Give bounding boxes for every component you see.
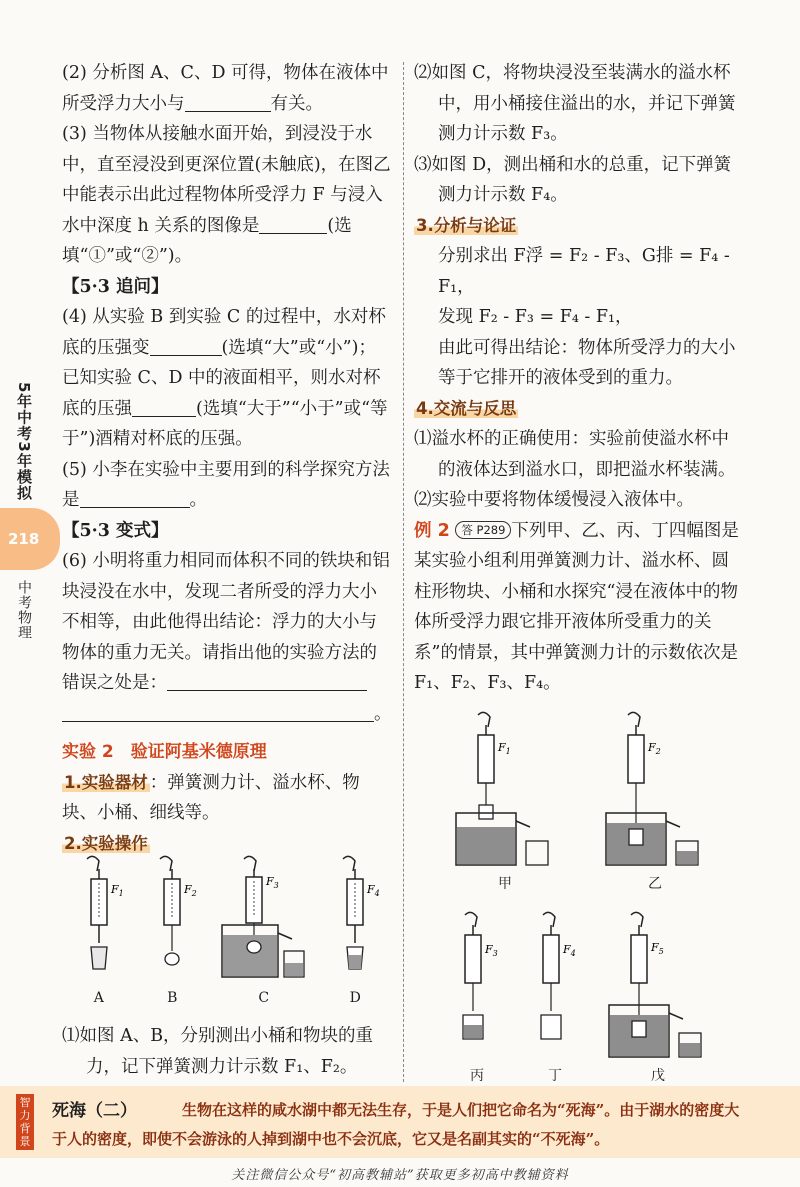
- spring-scale-d-diagram: [325, 855, 385, 983]
- book-title-vertical: 5年中考3年模拟: [15, 382, 33, 501]
- answer-blank-q6a[interactable]: [167, 672, 367, 691]
- figure-bing-diagram: [447, 911, 507, 1061]
- reflection-1: ⑴溢水杯的正确使用：实验前使溢水杯中的液体达到溢水口，即把溢水杯装满。: [414, 429, 736, 480]
- figure-bing: [447, 911, 507, 1092]
- subject-vertical: 中考物理: [16, 580, 32, 640]
- spring-scale-b-diagram: [142, 855, 202, 983]
- experiment-2-title: 实验 2 验证阿基米德原理: [62, 742, 267, 762]
- figure-c: [216, 855, 312, 1014]
- page-number: 218: [8, 530, 40, 548]
- figure-label-bing: 丙: [470, 1068, 484, 1084]
- force-label-yi: $F_2$: [648, 740, 661, 756]
- footer-title: 死海（二）: [52, 1101, 137, 1121]
- question-6: (6) 小明将重力相同而体积不同的铁块和铝块浸没在水中，发现二者所受的浮力大小不相等，由此他得出结论：浮力的大小与物体的重力无关。请指出他的实验方法的错误之处是： 。: [62, 551, 392, 724]
- answer-blank-q4b[interactable]: [132, 397, 196, 416]
- figure-label-c: C: [258, 989, 270, 1006]
- answer-blank-q3[interactable]: [259, 214, 327, 233]
- footer-tag: 智力背景: [16, 1094, 34, 1150]
- figure-jia: [450, 711, 560, 900]
- figure-label-b: B: [167, 989, 178, 1006]
- step-2: ⑵如图 C，将物块浸没至装满水的溢水杯中，用小桶接住溢出的水，并记下弹簧测力计示数 F₃。: [414, 63, 736, 144]
- step-operation-heading: 2.实验操作: [64, 833, 148, 853]
- force-label-bing: $F_3$: [485, 943, 498, 958]
- equation-2: 发现 F₂ - F₃ = F₄ - F₁，: [438, 307, 633, 327]
- force-label-wu: $F_5$: [651, 941, 664, 956]
- figure-label-jia: 甲: [498, 875, 512, 892]
- force-label-f1: $F_1$: [110, 882, 124, 898]
- figure-abcd: [62, 863, 392, 1013]
- step-1: ⑴如图 A、B，分别测出小桶和物块的重力，记下弹簧测力计示数 F₁、F₂。: [62, 1026, 374, 1077]
- right-column: [414, 58, 746, 1092]
- figure-jia-diagram: [450, 711, 560, 869]
- figure-ding: [525, 911, 585, 1092]
- example-2: 例 2 答 P289 下列甲、乙、丙、丁四幅图是某实验小组利用弹簧测力计、溢水杯、圆柱形物块、小桶和水探究“浸在液体中的物体所受浮力跟它排开液体所受重力的关系”的情景，其中弹簧测力计的示数依次是 F₁、F₂、F₃、F₄。: [414, 520, 739, 693]
- footer-text: 生物在这样的咸水湖中都无法生存，于是人们把它命名为“死海”。由于湖水的密度大于人的密度，即使不会游泳的人掉到湖中也不会沉底，它又是名副其实的“不死海”。: [52, 1101, 740, 1148]
- example-2-label: 例 2: [414, 520, 450, 541]
- credit-line: 关注微信公众号“初高教辅站”获取更多初高中教辅资料: [231, 1168, 569, 1183]
- step-3: ⑶如图 D，测出桶和水的总重，记下弹簧测力计示数 F₄。: [414, 154, 732, 205]
- figure-yi-diagram: [600, 711, 710, 869]
- figure-yi: [600, 711, 710, 900]
- figure-a: [69, 855, 129, 1014]
- question-5: (5) 小李在实验中主要用到的科学探究方法是 。: [62, 459, 390, 510]
- conclusion: 由此可得出结论：物体所受浮力的大小等于它排开的液体受到的重力。: [438, 337, 736, 388]
- answer-blank-q2[interactable]: [185, 92, 271, 111]
- figure-label-d: D: [349, 989, 361, 1006]
- column-divider: [403, 62, 404, 1082]
- left-column: [62, 58, 392, 1082]
- figure-label-yi: 乙: [648, 875, 662, 892]
- force-label-f3: $F_3$: [265, 874, 279, 890]
- figure-label-a: A: [93, 989, 104, 1006]
- answer-blank-q4a[interactable]: [150, 336, 222, 355]
- analysis-heading: 3.分析与论证: [416, 215, 517, 235]
- question-2: (2) 分析图 A、C、D 可得，物体在液体中所受浮力大小与 有关。: [62, 63, 389, 114]
- figure-ding-diagram: [525, 911, 585, 1061]
- figure-d: [325, 855, 385, 1014]
- figure-wu-diagram: [603, 911, 713, 1061]
- question-3: (3) 当物体从接触水面开始，到浸没于水中，直至浸没到更深位置(未触底)，在图乙中能表示出此过程物体所受浮力 F 与浸入水中深度 h 关系的图像是 (选填“①”或“②”)。: [62, 124, 391, 266]
- question-4: (4) 从实验 B 到实验 C 的过程中，水对杯底的压强变 (选填“大”或“小”)；已知实验 C、D 中的液面相平，则水对杯底的压强 (选填“大于”“小于”或“等于”)酒精对杯底的压强。: [62, 307, 388, 449]
- figure-label-ding: 丁: [548, 1068, 562, 1084]
- figure-wu: [603, 911, 713, 1092]
- reflection-heading: 4.交流与反思: [416, 398, 517, 418]
- figure-jia-yi: [414, 711, 746, 900]
- figure-bing-ding-wu: [414, 911, 746, 1092]
- force-label-f4: $F_4$: [367, 882, 380, 898]
- force-label-jia: $F_1$: [498, 740, 511, 756]
- answer-page-ref[interactable]: 答 P289: [455, 521, 511, 539]
- figure-b: [142, 855, 202, 1014]
- answer-blank-q5[interactable]: [80, 489, 190, 508]
- equation-1: 分别求出 F浮 = F₂ - F₃、G排 = F₄ - F₁，: [438, 246, 730, 297]
- overflow-cup-c-diagram: [216, 855, 312, 983]
- spring-scale-a-diagram: [69, 855, 129, 983]
- followup-heading: 【5·3 追问】: [62, 276, 169, 297]
- force-label-f2: $F_2$: [184, 882, 197, 898]
- step-equipment: 1.实验器材 ：弹簧测力计、溢水杯、物块、小桶、细线等。: [62, 772, 360, 823]
- variant-heading: 【5·3 变式】: [62, 520, 169, 541]
- figure-label-wu: 戊: [651, 1068, 665, 1084]
- answer-blank-q6b[interactable]: [62, 702, 374, 721]
- force-label-ding: $F_4$: [563, 943, 576, 958]
- reflection-2: ⑵实验中要将物体缓慢浸入液体中。: [414, 490, 694, 510]
